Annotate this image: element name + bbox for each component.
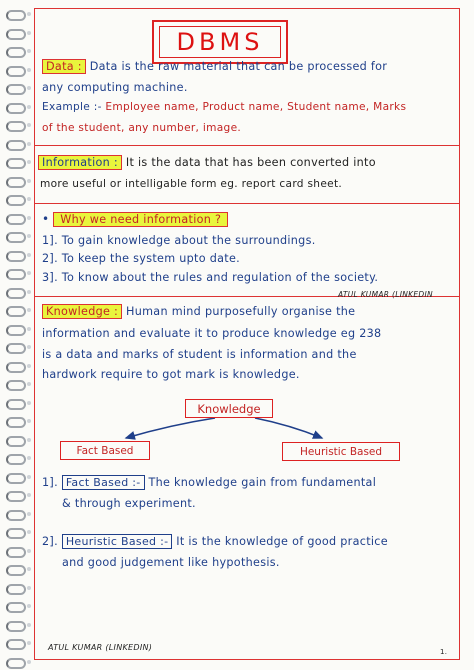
page-number: 1. (440, 648, 448, 656)
information-label: Information : (38, 155, 122, 170)
why-item: 2]. To keep the system upto date. (42, 252, 241, 265)
information-definition-line1: It is the data that has been converted into (125, 156, 376, 169)
arrow-to-heuristic-based (255, 418, 322, 438)
fact-based-label: Fact Based :- (62, 475, 145, 490)
diagram-fact-based-node: Fact Based (60, 441, 150, 460)
heuristic-based-label: Heuristic Based :- (62, 534, 173, 549)
heuristic-based-line1: It is the knowledge of good practice (176, 535, 388, 548)
footer-credit: ATUL KUMAR (LINKEDIN) (48, 643, 153, 652)
item-number: 2]. (42, 535, 58, 548)
knowledge-definition-line1: Human mind purposefully organise the (125, 305, 356, 318)
fact-based-line2: & through experiment. (62, 497, 196, 510)
diagram-knowledge-node: Knowledge (185, 399, 273, 418)
knowledge-definition-line2: information and evaluate it to produce knowledge eg 238 (42, 327, 382, 340)
example-label: Example :- (42, 101, 102, 113)
bullet-icon: • (42, 212, 50, 226)
why-heading: Why we need information ? (53, 212, 228, 227)
fact-based-row (42, 476, 376, 489)
information-definition-line2: more useful or intelligable form eg. report card sheet. (40, 178, 343, 190)
example-line2: of the student, any number, image. (42, 122, 242, 134)
knowledge-label: Knowledge : (42, 304, 122, 319)
example-line1: Employee name, Product name, Student name, Marks (105, 101, 407, 113)
knowledge-definition-line4: hardwork require to got mark is knowledge. (42, 368, 300, 381)
why-item: 3]. To know about the rules and regulation of the society. (42, 271, 379, 284)
author-credit: ATUL KUMAR (LINKEDIN (338, 290, 433, 299)
why-item: 1]. To gain knowledge about the surroundings. (42, 234, 316, 247)
data-definition-line1: Data is the raw material that can be processed for (89, 60, 388, 73)
heuristic-based-row (42, 535, 388, 548)
heuristic-based-line2: and good judgement like hypothesis. (62, 556, 280, 569)
arrow-to-fact-based (126, 418, 215, 438)
data-label: Data : (42, 59, 86, 74)
data-definition-line2: any computing machine. (42, 81, 188, 94)
diagram-heuristic-based-node: Heuristic Based (282, 442, 400, 461)
item-number: 1]. (42, 476, 58, 489)
fact-based-line1: The knowledge gain from fundamental (148, 476, 377, 489)
page-title: DBMS (159, 26, 281, 58)
knowledge-definition-line3: is a data and marks of student is information and the (42, 348, 357, 361)
